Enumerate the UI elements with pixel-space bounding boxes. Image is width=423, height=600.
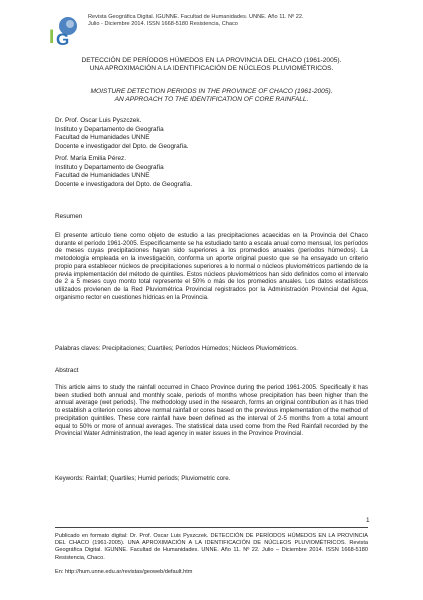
title-english xyxy=(46,88,377,104)
journal-info xyxy=(88,14,388,29)
journal-line-1: Revista Geográfica Digital. IGUNNE. Facultad de Humanidades. UNNE. Año 11. Nº 22. xyxy=(88,14,304,20)
footnote-divider xyxy=(55,527,368,528)
source-url[interactable]: En: http://hum.unne.edu.ar/revistas/geoweb/default.htm xyxy=(55,569,193,575)
journal-line-2: Julio - Diciembre 2014. ISSN 1668-5180 Resistencia, Chaco xyxy=(88,21,238,28)
author-name: Prof. María Emilia Pérez. xyxy=(55,155,127,162)
author-affiliation: Docente e investigadora del Dpto. de Geografía. xyxy=(55,180,193,188)
title-es-line-1: DETECCIÓN DE PERÍODOS HÚMEDOS EN LA PROVINCIA DEL CHACO (1961-2005). xyxy=(81,57,342,64)
author-block-2 xyxy=(55,155,355,189)
resumen-heading: Resumen xyxy=(55,213,83,220)
author-affiliation: Docente e investigador del Dpto. de Geografía. xyxy=(55,142,189,150)
page-number: 1 xyxy=(366,517,370,524)
title-en-line-2: AN APPROACH TO THE IDENTIFICATION OF CORE RAINFALL. xyxy=(114,96,309,104)
abstract-heading: Abstract xyxy=(55,367,79,374)
author-affiliation: Facultad de Humanidades UNNE xyxy=(55,172,150,180)
author-name: Dr. Prof. Oscar Luis Pyszczek. xyxy=(55,117,142,124)
author-affiliation: Instituto y Departamento de Geografía xyxy=(55,125,164,133)
resumen-text: El presente artículo tiene como objeto de estudio a las precipitaciones acaecidas en la Provincia del Chaco durante el período 1961-2005. Específicamente se ha estudiado tanto a escala anual como mensual, los períodos de meses cuyas precipitaciones hayan sido superiores a los promedios anuales (períodos húmedos). La metodología empleada en la investigación, conforma un aporte original puesto que se ha ensayado un criterio propio para establecer núcleos de precipitaciones superiores a lo normal o núcleos pluviométricos partiendo de la previa implementación del método de quintiles. Estos núcleos pluviométricos han sido definidos como el intervalo de 2 a 5 meses cuyo monto total represente el 50% o más de los promedios anuales. Los datos estadísticos utilizados provienen de la Red Pluviométrica Provincial registrados por la Administración Provincial del Agua, organismo rector en cuestiones hídricas en la Provincia. xyxy=(55,232,368,301)
author-affiliation: Instituto y Departamento de Geografía xyxy=(55,163,164,171)
keywords-spanish: Palabras claves: Precipitaciones; Cuartiles; Períodos Húmedos; Núcleos Pluviométricos. xyxy=(55,345,298,352)
journal-logo xyxy=(46,14,80,48)
keywords-english: Keywords: Rainfall; Quartiles; Humid periods; Pluviometric core. xyxy=(55,475,231,482)
svg-text:G: G xyxy=(56,30,70,48)
title-es-line-2: UNA APROXIMACIÓN A LA IDENTIFICACIÓN DE NÚCLEOS PLUVIOMÉTRICOS. xyxy=(89,65,334,73)
author-affiliation: Facultad de Humanidades UNNE xyxy=(55,134,150,142)
author-block-1 xyxy=(55,117,355,151)
abstract-text: This article aims to study the rainfall occurred in Chaco Province during the period 1961-2005. Specifically it has been studied both annual and monthly scale, periods of months whose precipitation has been higher than the annual average (wet periods). The methodology used in the research, forms an original contribution as it has tried to establish a criterion cores above normal rainfall or cores based on the previous implementation of the method of precipitation quintiles. These core rainfall have been defined as the interval of 2-5 months from a total amount equal to 50% or more of annual averages. The statistical data used come from the Red Rainfall recorded by the Provincial Water Administration, the lead agency in water issues in the Province Provincial. xyxy=(55,384,368,438)
title-spanish xyxy=(46,57,377,73)
title-en-line-1: MOISTURE DETECTION PERIODS IN THE PROVINCE OF CHACO (1961-2005). xyxy=(90,88,333,95)
citation-footnote: Publicado en formato digital: Dr. Prof. Oscar Luis Pyszczek. DETECCIÓN DE PERÍODOS HÚMEDOS EN LA PROVINCIA DEL CHACO (1961-2005). UNA APROXIMACIÓN A LA IDENTIFICACIÓN DE NÚCLEOS PLUVIOMÉTRICOS. Revista Geográfica Digital. IGUNNE. Facultad de Humanidades. UNNE. Año 11. Nº 22. Julio – Diciembre 2014. ISSN 1668-5180 Resistencia, Chaco. xyxy=(55,533,368,561)
svg-text:I: I xyxy=(49,27,55,48)
